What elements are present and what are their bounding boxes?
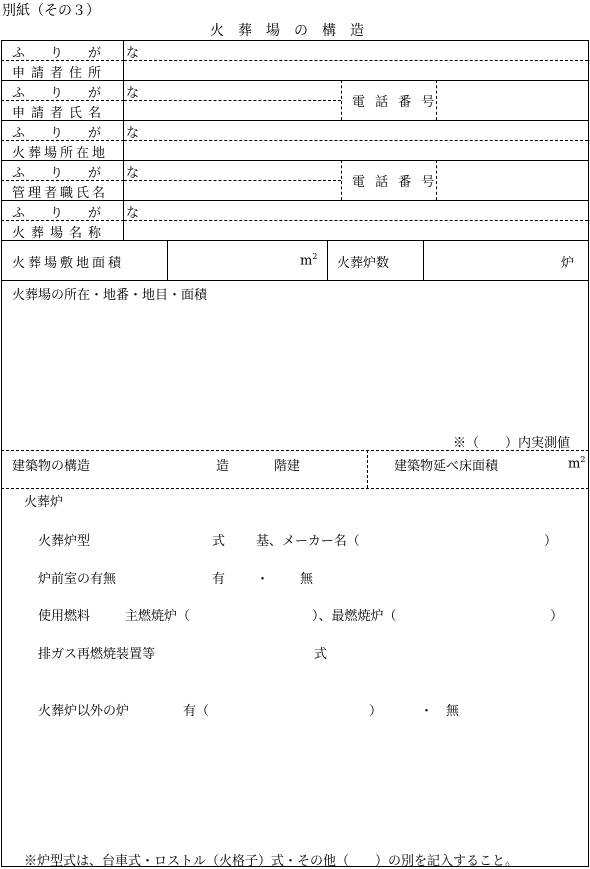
applicant-name-label: 申請者氏名	[12, 106, 108, 121]
applicant-name-field[interactable]	[126, 102, 338, 118]
separator-dot: ・	[256, 572, 270, 587]
after-burner-label: ）、最燃焼炉（	[312, 609, 397, 624]
close-paren: ）	[369, 704, 383, 719]
applicant-address-field[interactable]	[126, 62, 586, 78]
location-detail-label: 火葬場の所在・地番・地目・面積	[12, 288, 208, 303]
section-separator	[1, 450, 589, 451]
location-label: 火葬場所在地	[12, 146, 109, 161]
phone-divider	[341, 160, 342, 200]
main-burner-label: 主燃焼炉（	[125, 609, 191, 624]
manager-phone-field[interactable]	[440, 164, 585, 196]
front-room-no[interactable]: 無	[300, 572, 314, 587]
phone-label: 電 話 番 号	[352, 175, 438, 190]
phone-label: 電 話 番 号	[352, 95, 438, 110]
close-paren: ）	[544, 534, 558, 549]
footnote: ※炉型式は、台車式・ロストル（火格子）式・その他（ ）の別を記入すること。	[24, 854, 519, 869]
facility-name-label: 火葬場名称	[12, 226, 108, 241]
ki-maker-label: 基、メーカー名（	[256, 534, 360, 549]
applicant-address-label: 申請者住所	[12, 66, 108, 81]
zo-label: 造	[216, 459, 230, 474]
other-furnace-label: 火葬炉以外の炉	[38, 704, 130, 719]
furigana-separator	[124, 180, 341, 181]
other-furnace-no[interactable]: 無	[446, 704, 460, 719]
phone-divider	[341, 80, 342, 120]
front-room-label: 炉前室の有無	[38, 572, 117, 587]
applicant-phone-field[interactable]	[440, 84, 585, 116]
furigana-separator	[124, 140, 588, 141]
location-field[interactable]	[126, 142, 586, 158]
page-title: 火 葬 場 の 構 造	[210, 23, 364, 39]
furigana-label: ふ り が な	[12, 46, 146, 61]
furigana-label: ふ り が な	[12, 166, 146, 181]
other-furnace-yes[interactable]: 有（	[183, 704, 210, 719]
site-area-unit-base: m	[300, 253, 313, 269]
annex-label: 別紙（その３）	[2, 3, 100, 19]
furigana-label: ふ り が な	[12, 86, 146, 101]
frame-left	[1, 40, 2, 866]
close-paren: ）	[550, 609, 564, 624]
cell-divider	[167, 240, 168, 280]
site-area-label: 火葬場敷地面積	[12, 256, 125, 271]
furnace-heading: 火葬炉	[24, 495, 64, 510]
furnace-count-label: 火葬炉数	[337, 256, 390, 271]
frame-top	[1, 40, 589, 41]
separator-dot: ・	[420, 704, 434, 719]
furigana-separator	[124, 100, 341, 101]
floor-area-unit-base: m	[568, 456, 581, 472]
fuel-label: 使用燃料	[38, 609, 91, 624]
measured-note: ※（ ）内実測値	[453, 436, 571, 451]
facility-name-field[interactable]	[126, 222, 586, 238]
unit-sup: 2	[312, 252, 318, 261]
shiki-label: 式	[314, 647, 328, 662]
manager-name-label: 管理者職氏名	[12, 186, 109, 201]
shiki-label: 式	[212, 534, 226, 549]
manager-name-field[interactable]	[126, 182, 338, 198]
cell-divider	[423, 240, 424, 280]
furigana-separator	[124, 60, 588, 61]
floor-area-unit	[568, 455, 585, 471]
row-separator	[1, 280, 589, 281]
furigana-label: ふ り が な	[12, 126, 146, 141]
unit-sup: 2	[580, 455, 586, 464]
furnace-model-label: 火葬炉型	[38, 534, 91, 549]
exhaust-label: 排ガス再燃焼装置等	[38, 647, 156, 662]
cell-divider	[367, 450, 368, 488]
frame-right	[588, 40, 589, 866]
front-room-yes[interactable]: 有	[212, 572, 226, 587]
floor-area-label: 建築物延べ床面積	[394, 459, 499, 474]
furigana-label: ふ り が な	[12, 206, 146, 221]
section-separator	[1, 488, 589, 489]
building-structure-label: 建築物の構造	[12, 459, 91, 474]
cell-divider	[327, 240, 328, 280]
site-area-unit	[300, 252, 317, 268]
furigana-separator	[124, 220, 588, 221]
furnace-count-unit: 炉	[561, 256, 575, 271]
floors-label: 階建	[274, 459, 301, 474]
